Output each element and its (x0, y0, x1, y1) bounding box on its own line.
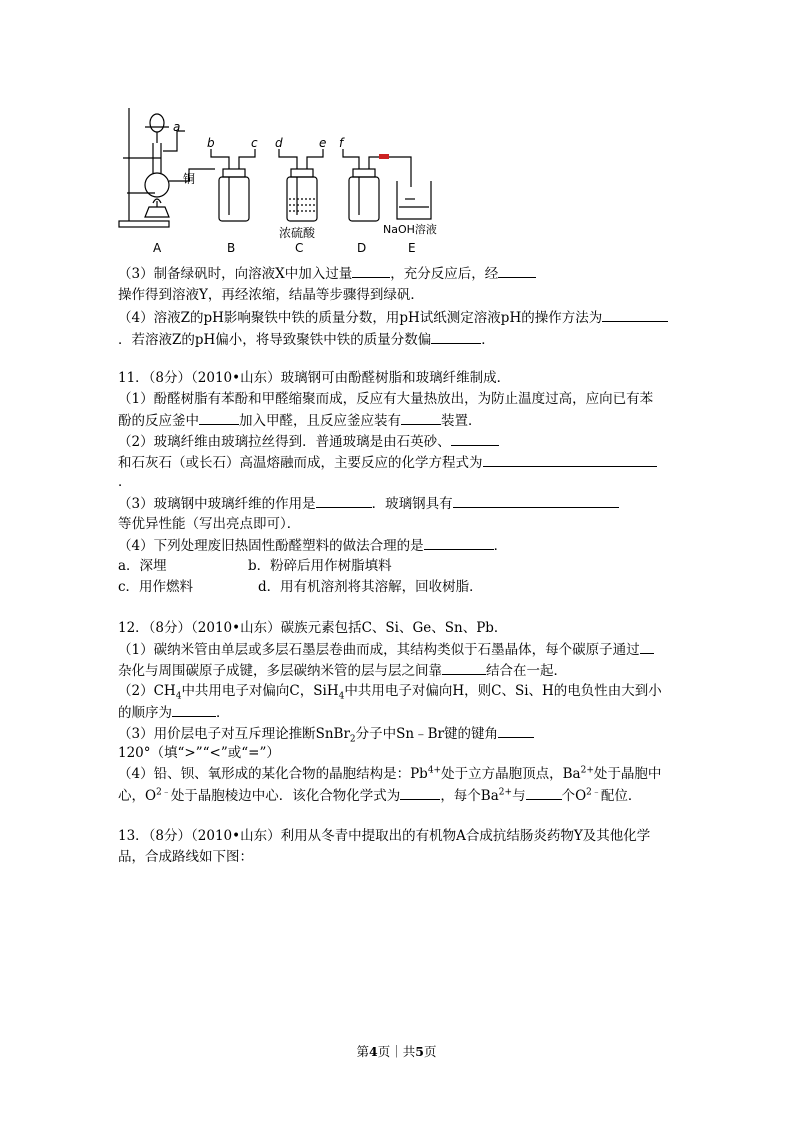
q12-part3-line1: （3）用价层电子对互斥理论推断SnBr$_2$分子中Sn﹣Br键的键角 (118, 723, 534, 744)
q10-part4-line2: ．若溶液Z的pH偏小，将导致聚铁中铁的质量分数偏 ． (118, 329, 495, 350)
q11-part4-line1: （4）下列处理废旧热固性酚醛塑料的做法合理的是 ． (118, 535, 507, 556)
q11-part3-line1: （3）玻璃钢中玻璃纤维的作用是 ．玻璃钢具有 (118, 493, 619, 514)
blank[interactable] (424, 535, 494, 550)
q11-part2-line3: ． (118, 474, 132, 490)
blank[interactable] (442, 660, 486, 675)
q11-part2-line1: （2）玻璃纤维由玻璃拉丝得到．普通玻璃是由石英砂、 (118, 431, 499, 452)
beaker-e-drawing (397, 181, 431, 219)
q11-part1-line2: 酚的反应釜中 加入甲醛，且反应釜应装有 装置． (118, 410, 482, 431)
blank[interactable] (498, 723, 534, 738)
label-f: f (339, 136, 344, 150)
option-d: d．用有机溶剂将其溶解，回收树脂． (258, 579, 483, 595)
bottle-c-drawing (279, 149, 323, 221)
option-c: c．用作燃料 (118, 579, 194, 595)
label-a: a (173, 120, 181, 134)
q13-line1: 13．（8分）（2010•山东）利用从冬青中提取出的有机物A合成抗结肠炎药物Y及其他化学 (118, 828, 651, 844)
label-b: b (207, 136, 215, 150)
q12-part4-line2: 心，$O^{2﹣}$处于晶胞棱边中心．该化合物化学式为 ，每个$Ba^{2+}$与 个$O^{2﹣}$配位． (118, 785, 641, 806)
q11-part1-line1: （1）酚醛树脂有苯酚和甲醛缩聚而成，反应有大量热放出，为防止温度过高，应向已有苯 (118, 391, 654, 407)
q12-part3-line2: 120°（填“>”“<”或“=”） (118, 745, 280, 761)
label-conc-acid: 浓硫酸 (279, 226, 316, 240)
stand-a-drawing (119, 108, 215, 227)
bottle-b-drawing (211, 149, 255, 221)
q11-part3-line2: 等优异性能（写出亮点即可）． (118, 516, 301, 532)
blank[interactable] (400, 785, 440, 800)
option-a: a．深埋 (118, 558, 167, 574)
option-b: b．粉碎后用作树脂填料 (248, 558, 392, 574)
blank[interactable] (316, 493, 372, 508)
q11-part2-line2: 和石灰石（或长石）高温熔融而成，主要反应的化学方程式为 (118, 452, 657, 473)
blank[interactable] (172, 702, 216, 717)
q12-header: 12．（8分）（2010•山东）碳族元素包括C、Si、Ge、Sn、Pb． (118, 620, 508, 636)
q10-part4-line1: （4）溶液Z的pH影响聚铁中铁的质量分数，用pH试纸测定溶液pH的操作方法为 (118, 307, 668, 328)
blank[interactable] (526, 785, 562, 800)
q10-part3-line1: （3）制备绿矾时，向溶液X中加入过量 ，充分反应后，经 (118, 263, 536, 284)
label-D: D (357, 241, 367, 255)
q12-part4-line1: （4）铅、钡、氧形成的某化合物的晶胞结构是：$Pb^{4+}$处于立方晶胞顶点，$Ba^{2+}$处于晶胞中 (118, 765, 662, 782)
blank[interactable] (352, 263, 390, 278)
blank[interactable] (401, 410, 441, 425)
blank[interactable] (199, 410, 239, 425)
q12-part1-line1: （1）碳纳米管由单层或多层石墨层卷曲而成，其结构类似于石墨晶体，每个碳原子通过 (118, 639, 654, 660)
label-naoh: NaOH溶液 (383, 223, 437, 236)
label-d: d (275, 136, 283, 150)
label-copper: 铜 (183, 172, 196, 186)
bottle-d-drawing (343, 149, 411, 221)
label-E: E (408, 241, 416, 255)
q11-header: 11．（8分）（2010•山东）玻璃钢可由酚醛树脂和玻璃纤维制成． (118, 370, 511, 386)
q12-part2-line1: $(2)CH_4$中共用电子对偏向C，SiH$_4$中共用电子对偏向H，则C、Si、H的电负性由大到小 (118, 683, 662, 702)
apparatus-figure (115, 103, 460, 256)
q11-options-cd (118, 577, 483, 597)
label-e: e (319, 136, 327, 150)
label-c: c (251, 136, 258, 150)
blank[interactable] (602, 307, 668, 322)
blank[interactable] (498, 263, 536, 278)
q11-options-ab (118, 556, 392, 576)
blank[interactable] (431, 329, 481, 344)
blank[interactable] (453, 493, 619, 508)
blank[interactable] (640, 639, 654, 654)
label-A: A (153, 241, 162, 255)
rubber-connector (379, 154, 389, 159)
blank[interactable] (451, 431, 499, 446)
q10-part3-line2: 操作得到溶液Y，再经浓缩，结晶等步骤得到绿矾． (118, 287, 424, 303)
q12-part2-line2: 的顺序为 ． (118, 702, 230, 723)
label-C: C (295, 241, 304, 255)
page-footer: 第4页｜共5页 (356, 1044, 437, 1059)
blank[interactable] (483, 452, 657, 467)
q13-line2: 品，合成路线如下图： (118, 849, 253, 865)
label-B: B (227, 241, 236, 255)
q12-part1-line2: 杂化与周围碳原子成键，多层碳纳米管的层与层之间靠 结合在一起． (118, 660, 567, 681)
